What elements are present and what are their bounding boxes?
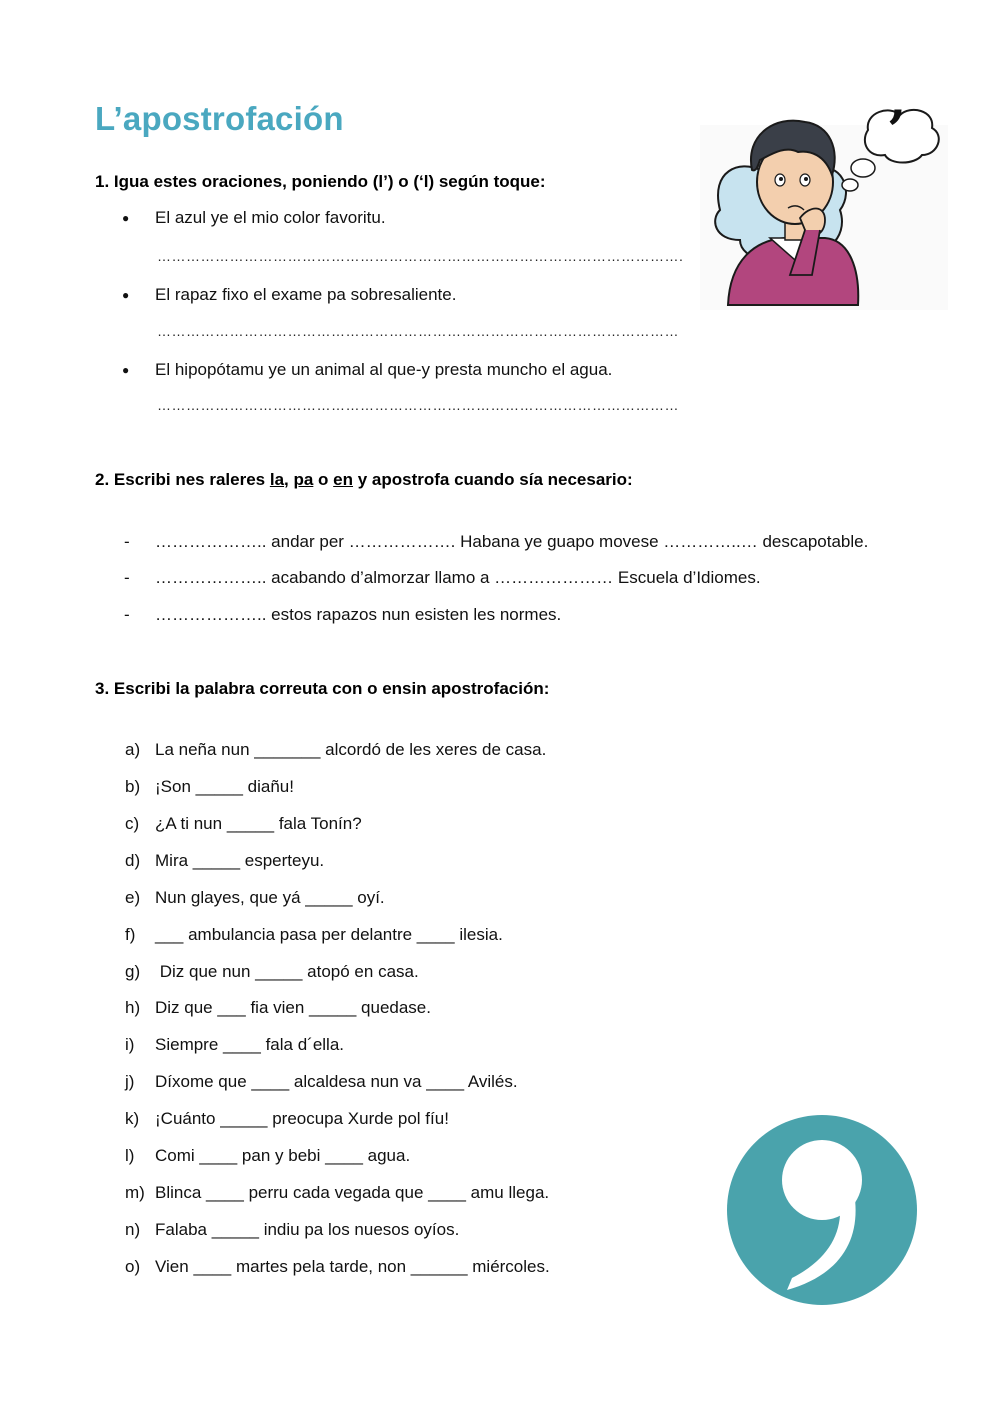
item-label: h) [125,998,141,1017]
bullet-icon: ● [122,288,130,302]
page-title: L’apostrofación [95,100,344,137]
heading-text: 2. Escribi nes raleres [95,470,270,489]
exercise-sentence[interactable]: Comi ____ pan y bebi ____ agua. [155,1146,411,1165]
bullet-icon: ● [122,211,130,225]
item-label: b) [125,777,141,796]
exercise-sentence[interactable]: Diz que nun _____ atopó en casa. [155,962,419,981]
exercise-sentence[interactable]: Vien ____ martes pela tarde, non ______ miércoles. [155,1257,550,1276]
answer-line[interactable]: ……………………………………………………………………………………………… [157,397,679,413]
heading-text: , [284,470,294,489]
option-en: en [333,470,354,489]
section-1-sentence: El rapaz fixo el exame pa sobresaliente. [155,285,457,304]
item-label: c) [125,814,140,833]
section-1-sentence: El azul ye el mio color favoritu. [155,208,386,227]
exercise-sentence[interactable]: Falaba _____ indiu pa los nuesos oyíos. [155,1220,460,1239]
item-label: f) [125,925,136,944]
fill-in-sentence[interactable]: ……………….. acabando d’almorzar llamo a ………………… Escuela d’Idiomes. [155,568,761,587]
item-label: d) [125,851,141,870]
fill-in-sentence[interactable]: ……………….. andar per ………………. Habana ye guapo movese …………..… descapotable. [155,532,869,551]
exercise-sentence[interactable]: Diz que ___ fia vien _____ quedase. [155,998,431,1017]
exercise-sentence[interactable]: Mira _____ esperteyu. [155,851,325,870]
item-label: n) [125,1220,141,1239]
section-1-heading: 1. Igua estes oraciones, poniendo (l’) o (‘l) según toque: [95,172,546,191]
apostrophe-logo-icon [722,1110,922,1310]
item-label: j) [125,1072,135,1091]
heading-text: y apostrofa cuando sía necesario: [353,470,633,489]
exercise-sentence[interactable]: ¡Cuánto _____ preocupa Xurde pol fíu! [155,1109,449,1128]
section-3-heading: 3. Escribi la palabra correuta con o ensin apostrofación: [95,679,550,698]
exercise-sentence[interactable]: Blinca ____ perru cada vegada que ____ amu llega. [155,1183,550,1202]
exercise-sentence[interactable]: Nun glayes, que yá _____ oyí. [155,888,385,907]
dash-marker: - [124,605,130,624]
item-label: l) [125,1146,135,1165]
thought-apostrophe-icon: ’ [887,98,906,162]
exercise-sentence[interactable]: Díxome que ____ alcaldesa nun va ____ Avilés. [155,1072,518,1091]
exercise-sentence[interactable]: La neña nun _______ alcordó de les xeres de casa. [155,740,547,759]
answer-line[interactable]: ……………………………………………………………………………………………… [157,323,679,339]
option-la: la [269,470,285,489]
thinking-boy-illustration [700,100,950,310]
exercise-sentence[interactable]: ¡Son _____ diañu! [155,777,294,796]
section-2-heading [95,470,633,490]
exercise-sentence[interactable]: ___ ambulancia pasa per delantre ____ ilesia. [155,925,503,944]
dash-marker: - [124,532,130,551]
item-label: a) [125,740,141,759]
dash-marker: - [124,568,130,587]
answer-line[interactable]: ………………………………………………………………………………………………. [157,248,684,264]
item-label: g) [125,962,141,981]
exercise-sentence[interactable]: ¿A ti nun _____ fala Tonín? [155,814,362,833]
section-1-sentence: El hipopótamu ye un animal al que-y presta muncho el agua. [155,360,613,379]
fill-in-sentence[interactable]: ……………….. estos rapazos nun esisten les normes. [155,605,562,624]
item-label: k) [125,1109,140,1128]
heading-text: o [313,470,334,489]
item-label: o) [125,1257,141,1276]
item-label: i) [125,1035,135,1054]
exercise-sentence[interactable]: Siempre ____ fala d´ella. [155,1035,345,1054]
option-pa: pa [293,470,314,489]
item-label: e) [125,888,141,907]
bullet-icon: ● [122,363,130,377]
item-label: m) [125,1183,145,1202]
